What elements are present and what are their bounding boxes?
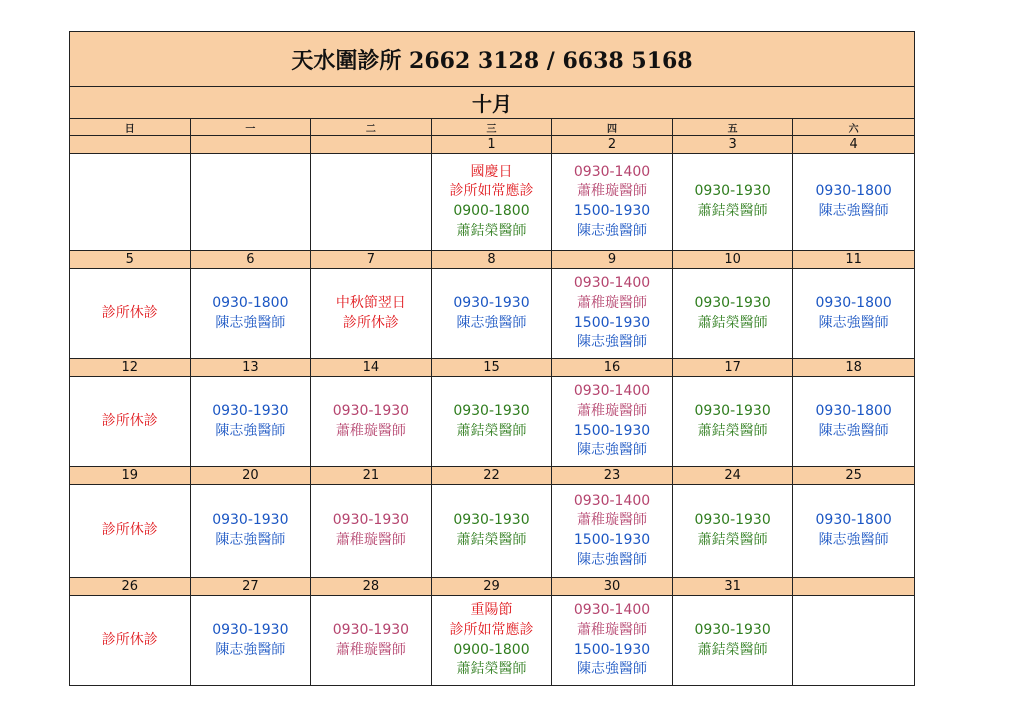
schedule-line: 1500-1930 [573,532,651,548]
schedule-line: 0930-1800 [815,294,892,311]
schedule-line: 陳志強醫師 [818,203,889,219]
date-number: 5 [70,251,191,268]
schedule-line: 0930-1930 [694,294,771,311]
schedule-line: 蕭稚璇醫師 [335,641,406,658]
day-schedule-cell [552,154,673,250]
schedule-line: 蕭稚璇醫師 [577,621,648,638]
schedule-row [70,596,914,685]
date-number: 12 [70,359,191,376]
date-number: 15 [432,359,553,376]
day-schedule-cell [673,377,794,466]
day-schedule-cell [191,485,312,577]
weekday-mon: 一 [191,119,312,135]
date-number: 10 [673,251,794,268]
date-number [793,578,914,595]
schedule-line: 0930-1800 [815,183,892,200]
schedule-line: 0930-1930 [453,512,530,529]
schedule-line: 0930-1930 [694,512,771,529]
schedule-line: 0930-1930 [332,512,410,529]
schedule-line: 0930-1800 [212,294,289,311]
schedule-line: 0930-1930 [453,294,530,311]
date-number: 20 [191,467,312,484]
weekday-thu: 四 [552,119,673,135]
date-number-row [70,467,914,485]
date-number: 1 [432,136,553,153]
schedule-line: 陳志強醫師 [577,442,648,459]
date-number-row [70,578,914,596]
schedule-line: 0930-1930 [332,402,410,419]
day-schedule-cell [793,154,914,250]
schedule-line: 中秋節翌日 [335,294,406,311]
date-number: 8 [432,251,553,268]
day-schedule-cell [311,596,432,685]
day-schedule-cell [432,154,553,250]
schedule-line: 1500-1930 [573,203,651,219]
date-number-row [70,359,914,377]
date-number: 7 [311,251,432,268]
schedule-line: 1500-1930 [573,422,651,439]
schedule-line: 國慶日 [470,163,513,180]
schedule-line: 診所休診 [342,314,399,331]
schedule-line: 0930-1800 [815,402,892,419]
day-schedule-cell [311,154,432,250]
schedule-line: 診所休診 [101,412,158,429]
day-schedule-cell [793,596,914,685]
date-number: 11 [845,252,862,267]
schedule-line: 陳志強醫師 [818,314,889,331]
day-schedule-cell [70,596,191,685]
schedule-line: 陳志強醫師 [215,422,286,439]
schedule-line: 診所休診 [101,631,158,648]
date-number: 9 [552,251,673,268]
day-schedule-cell [793,485,914,577]
clinic-title: 天水圍診所 2662 3128 / 6638 5168 [70,32,914,87]
date-number [311,136,432,153]
schedule-line: 1500-1930 [573,314,651,331]
schedule-line: 陳志強醫師 [215,532,286,548]
date-number: 26 [70,578,191,595]
schedule-line: 診所如常應診 [449,183,534,200]
day-schedule-cell [673,154,794,250]
day-schedule-cell [70,485,191,577]
day-schedule-cell [191,154,312,250]
schedule-line: 0930-1400 [573,492,651,509]
day-schedule-cell [432,269,553,358]
day-schedule-cell [70,154,191,250]
schedule-line: 蕭稚璇醫師 [577,183,648,200]
date-number: 22 [432,467,553,484]
date-number: 25 [845,468,862,483]
day-schedule-cell [311,485,432,577]
schedule-line: 蕭銡榮醫師 [456,532,527,548]
schedule-line: 0930-1930 [212,621,289,638]
schedule-line: 陳志強醫師 [215,314,286,331]
date-number: 18 [845,360,862,375]
schedule-line: 蕭稚璇醫師 [577,512,648,529]
schedule-row [70,485,914,578]
day-schedule-cell [793,269,914,358]
date-number: 16 [552,359,673,376]
day-schedule-cell [552,596,673,685]
schedule-line: 0930-1800 [815,512,892,529]
weekday-header-row [70,119,914,136]
weeks-container [70,136,914,685]
clinic-schedule-table [69,31,915,686]
schedule-line: 蕭銡榮醫師 [697,422,768,439]
day-schedule-cell [552,377,673,466]
day-schedule-cell [432,596,553,685]
schedule-line: 陳志強醫師 [456,314,527,331]
schedule-line: 0930-1930 [694,621,771,638]
schedule-line: 蕭稚璇醫師 [335,422,406,439]
date-number: 28 [311,578,432,595]
schedule-line: 蕭銡榮醫師 [456,222,527,239]
schedule-line: 蕭稚璇醫師 [577,294,648,311]
schedule-line: 診所如常應診 [449,621,534,638]
date-number: 21 [311,467,432,484]
schedule-line: 0930-1400 [573,275,651,292]
schedule-row [70,269,914,359]
schedule-line: 蕭銡榮醫師 [697,641,768,658]
day-schedule-cell [432,377,553,466]
date-number: 31 [673,578,794,595]
schedule-line: 重陽節 [470,602,513,619]
date-number: 23 [552,467,673,484]
date-number-row [70,136,914,154]
day-schedule-cell [70,377,191,466]
schedule-line: 陳志強醫師 [818,532,889,548]
date-number-row [70,251,914,269]
date-number: 30 [552,578,673,595]
weekday-tue: 二 [311,119,432,135]
date-number: 6 [191,251,312,268]
day-schedule-cell [673,269,794,358]
schedule-line: 蕭銡榮醫師 [456,422,527,439]
date-number: 2 [552,136,673,153]
weekday-sun: 日 [70,119,191,135]
schedule-line: 蕭稚璇醫師 [577,402,648,419]
schedule-line: 0900-1800 [453,641,530,658]
date-number: 17 [673,359,794,376]
day-schedule-cell [432,485,553,577]
schedule-line: 陳志強醫師 [818,422,889,439]
schedule-line: 陳志強醫師 [577,222,648,239]
date-number: 13 [191,359,312,376]
schedule-line: 0930-1400 [573,602,651,619]
schedule-line: 0930-1930 [212,402,289,419]
date-number [191,136,312,153]
schedule-line: 蕭銡榮醫師 [456,661,527,678]
day-schedule-cell [70,269,191,358]
date-number: 14 [311,359,432,376]
schedule-line: 蕭銡榮醫師 [697,203,768,219]
schedule-line: 0930-1930 [332,621,410,638]
day-schedule-cell [311,269,432,358]
schedule-line: 0930-1400 [573,163,651,180]
day-schedule-cell [552,269,673,358]
schedule-line: 蕭稚璇醫師 [335,532,406,548]
date-number: 29 [432,578,553,595]
schedule-line: 0930-1930 [694,402,771,419]
date-number: 24 [673,467,794,484]
schedule-line: 0930-1400 [573,383,651,400]
schedule-line: 診所休診 [101,304,158,321]
day-schedule-cell [191,377,312,466]
weekday-fri: 五 [673,119,794,135]
schedule-line: 陳志強醫師 [577,551,648,568]
date-number [70,136,191,153]
day-schedule-cell [673,596,794,685]
weekday-sat: 六 [848,123,859,135]
schedule-line: 0930-1930 [694,183,771,200]
schedule-line: 蕭銡榮醫師 [697,532,768,548]
date-number: 4 [849,137,858,152]
schedule-line: 陳志強醫師 [577,334,648,351]
schedule-line: 0930-1930 [453,402,530,419]
schedule-row [70,377,914,467]
schedule-line: 陳志強醫師 [577,661,648,678]
day-schedule-cell [191,269,312,358]
day-schedule-cell [311,377,432,466]
schedule-line: 0900-1800 [453,203,530,219]
day-schedule-cell [673,485,794,577]
schedule-line: 1500-1930 [573,641,651,658]
date-number: 3 [673,136,794,153]
schedule-line: 0930-1930 [212,512,289,529]
schedule-line: 蕭銡榮醫師 [697,314,768,331]
day-schedule-cell [191,596,312,685]
weekday-wed: 三 [432,119,553,135]
schedule-line: 陳志強醫師 [215,641,286,658]
schedule-row [70,154,914,251]
date-number: 27 [191,578,312,595]
date-number: 19 [70,467,191,484]
day-schedule-cell [793,377,914,466]
schedule-line: 診所休診 [101,522,158,539]
month-title: 十月 [70,87,914,119]
day-schedule-cell [552,485,673,577]
